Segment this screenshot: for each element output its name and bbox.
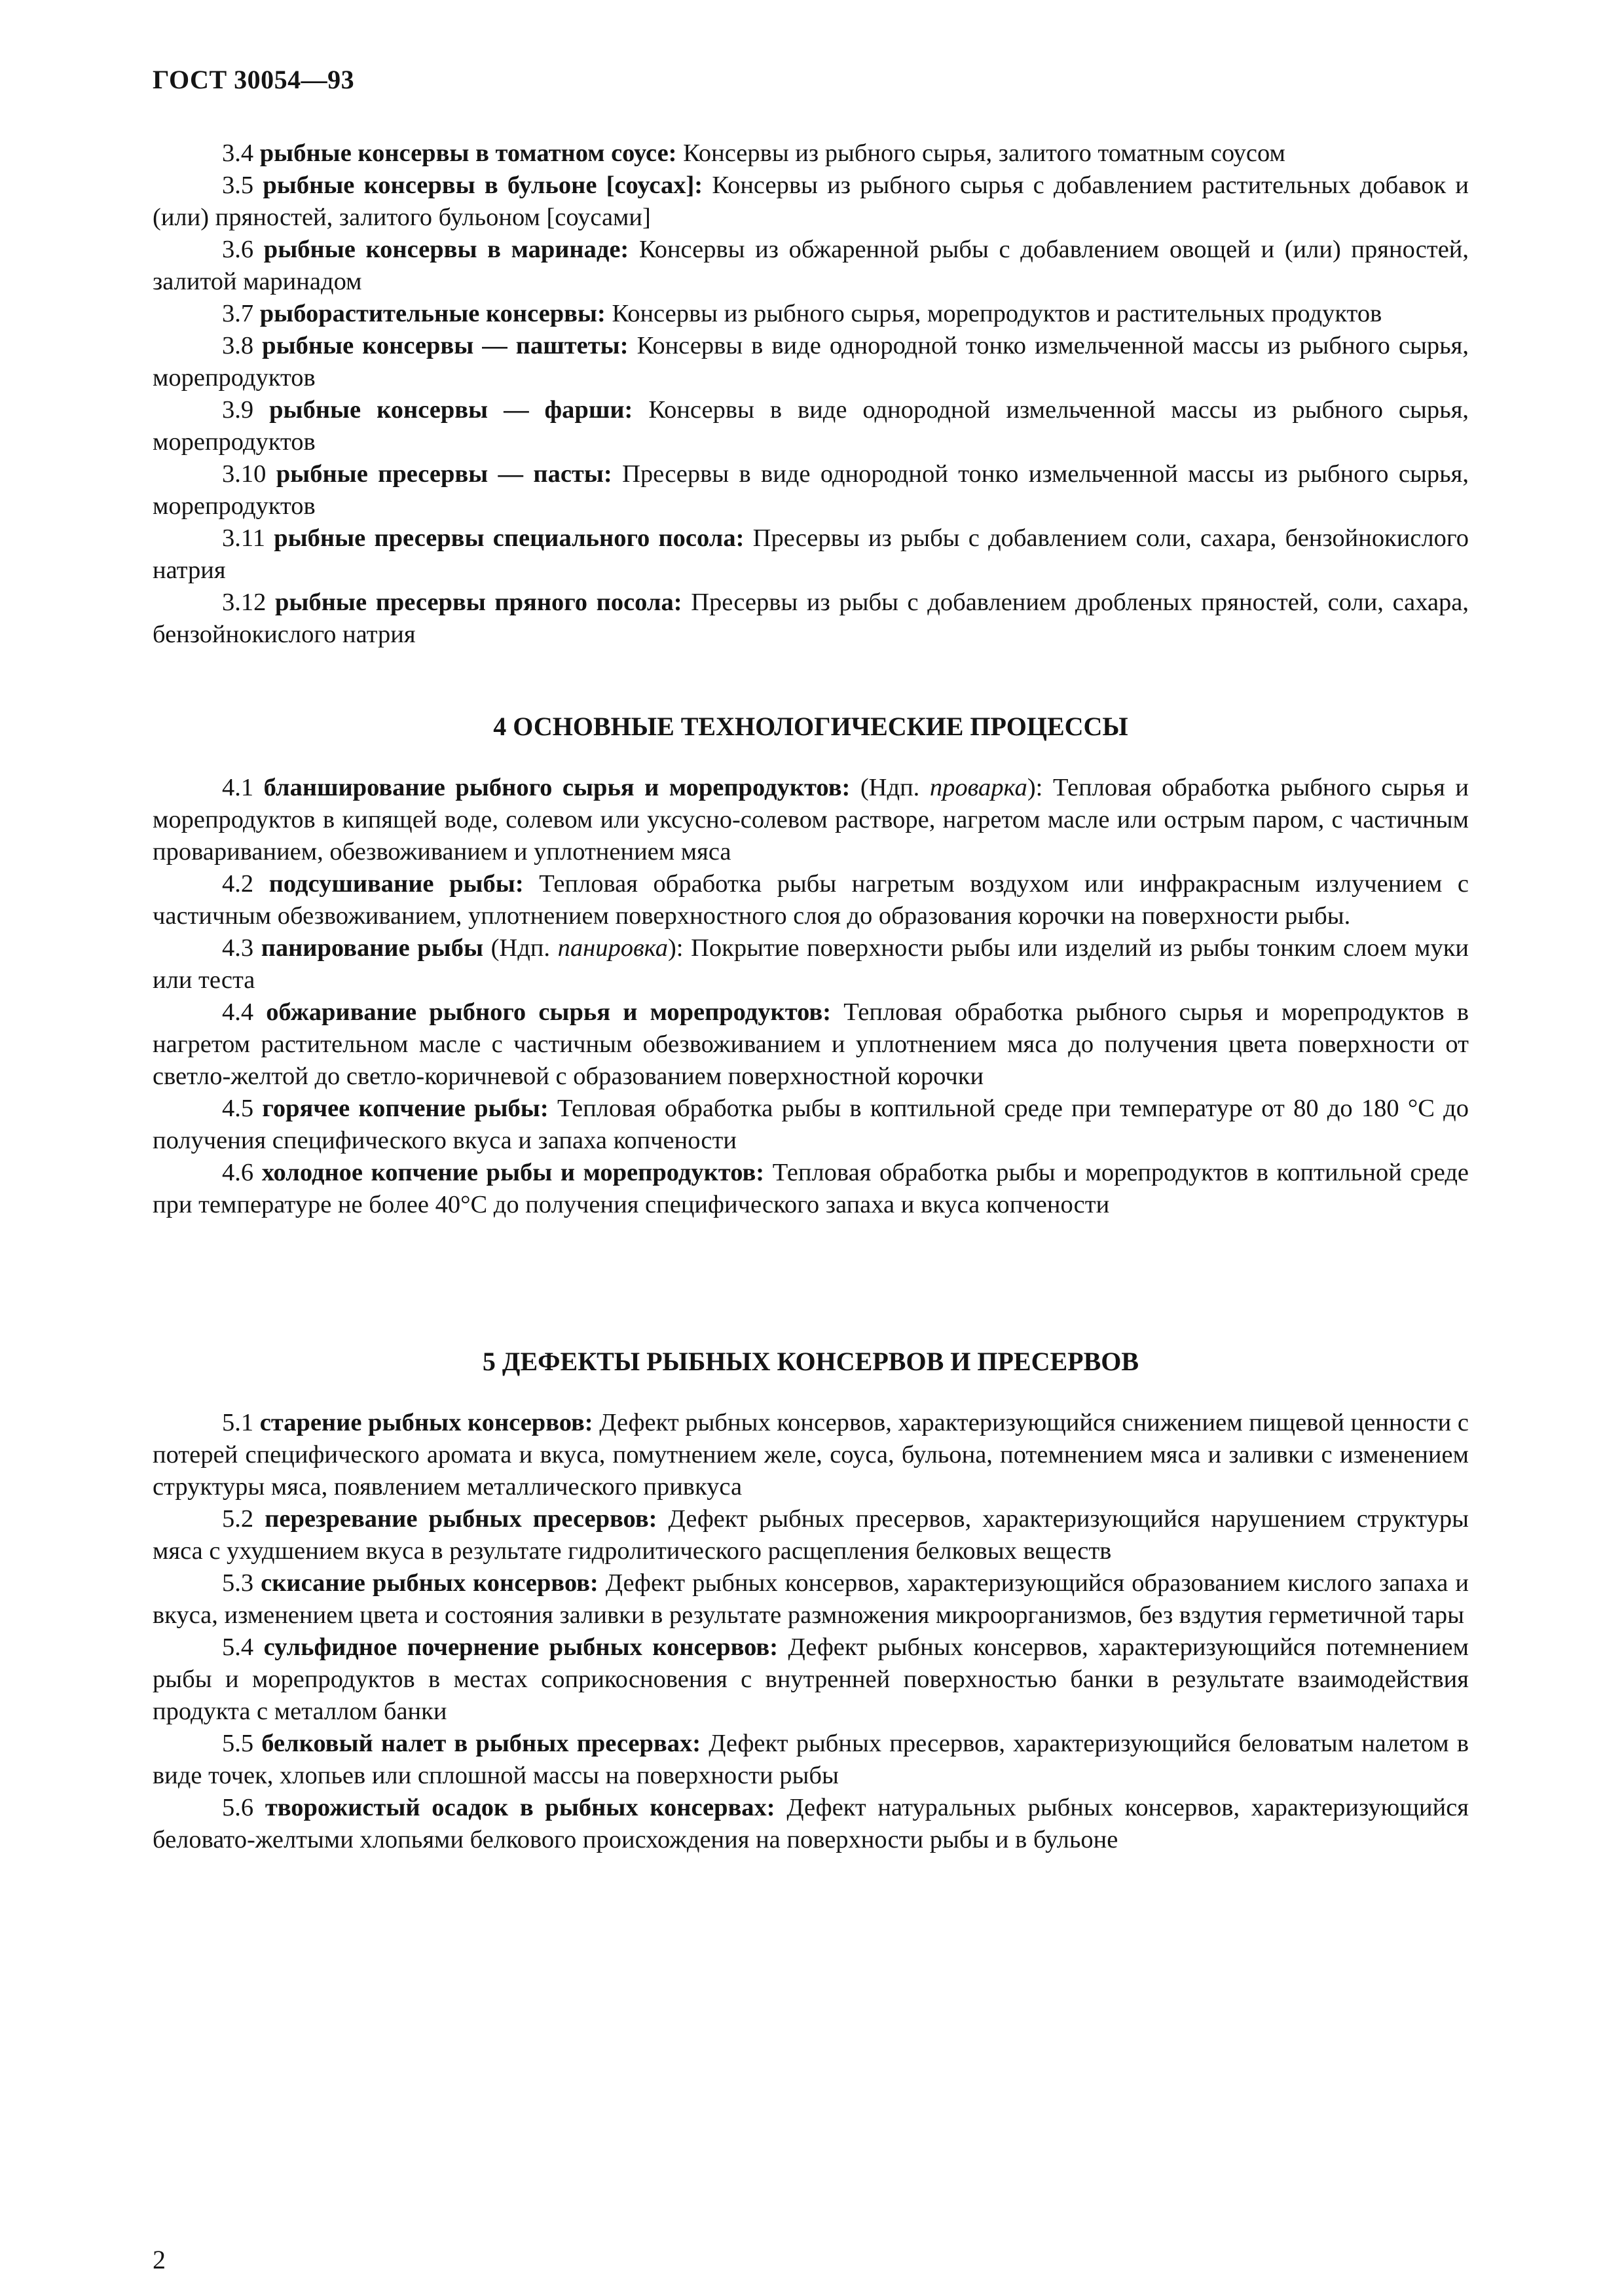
- definition-4-3: 4.3 панирование рыбы (Ндп. панировка): Покрытие поверхности рыбы или изделий из рыбы тонким слоем муки или теста: [153, 934, 1469, 994]
- definition-5-2: 5.2 перезревание рыбных пресервов: Дефект рыбных пресервов, характеризующийся нарушением структуры мяса с ухудшением вкуса в результате гидролитического расщепления белковых веществ: [153, 1505, 1469, 1565]
- definition-3-9: 3.9 рыбные консервы — фарши: Консервы в виде однородной измельченной массы из рыбного сырья, морепродуктов: [153, 396, 1469, 456]
- term: подсушивание рыбы:: [268, 870, 524, 898]
- definition-5-3: 5.3 скисание рыбных консервов: Дефект рыбных консервов, характеризующийся образованием кислого запаха и вкуса, изменением цвета и состояния заливки в результате размножения микроорганизмов, без вздутия герметичной тары: [153, 1569, 1469, 1629]
- definition-5-6: 5.6 творожистый осадок в рыбных консервах: Дефект натуральных рыбных консервов, характеризующийся беловато-желтыми хлопьями белкового происхождения на поверхности рыбы и в бульоне: [153, 1794, 1469, 1853]
- definition-5-5: 5.5 белковый налет в рыбных пресервах: Дефект рыбных пресервов, характеризующийся беловатым налетом в виде точек, хлопьев или сплошной массы на поверхности рыбы: [153, 1730, 1469, 1789]
- page-number: 2: [153, 2245, 166, 2274]
- section-3-definitions: [153, 137, 1469, 651]
- term: рыбные консервы в маринаде:: [263, 236, 629, 263]
- term: рыбные консервы в томатном соусе:: [259, 139, 677, 167]
- term: бланширование рыбного сырья и морепродуктов:: [263, 774, 851, 801]
- term: обжаривание рыбного сырья и морепродуктов:: [266, 998, 832, 1026]
- term: рыборастительные консервы:: [259, 300, 606, 327]
- document-header: ГОСТ 30054—93: [153, 65, 355, 94]
- definition-3-12: 3.12 рыбные пресервы пряного посола: Пресервы из рыбы с добавлением дробленых пряностей, соли, сахара, бензойнокислого натрия: [153, 589, 1469, 648]
- definition-3-4: 3.4 рыбные консервы в томатном соусе: Консервы из рыбного сырья, залитого томатным соусом: [222, 139, 1285, 167]
- term: творожистый осадок в рыбных консервах:: [265, 1794, 775, 1821]
- definition-5-4: 5.4 сульфидное почернение рыбных консервов: Дефект рыбных консервов, характеризующийся потемнением рыбы и морепродуктов в местах соприкосновения с внутренней поверхностью банки в результате взаимодействия продукта с металлом банки: [153, 1633, 1469, 1725]
- definition-3-5: 3.5 рыбные консервы в бульоне [соусах]: Консервы из рыбного сырья с добавлением растительных добавок и (или) пряностей, залитого бульоном [соусами]: [153, 172, 1469, 231]
- term: рыбные пресервы специального посола:: [274, 524, 745, 552]
- term: сульфидное почернение рыбных консервов:: [263, 1633, 779, 1661]
- definition-5-1: 5.1 старение рыбных консервов: Дефект рыбных консервов, характеризующийся снижением пищевой ценности с потерей специфического аромата и вкуса, помутнением желе, соуса, бульона, потемнением мяса и заливки с изменением структуры мяса, появлением металлического привкуса: [153, 1409, 1469, 1501]
- section-4: [153, 710, 1469, 1221]
- term: рыбные пресервы — пасты:: [276, 460, 612, 488]
- definition-4-4: 4.4 обжаривание рыбного сырья и морепродуктов: Тепловая обработка рыбного сырья и морепродуктов в нагретом растительном масле с частичным обезвоживанием и уплотнением мяса до получения цвета поверхности от светло-желтой до светло-коричневой с образованием поверхностной корочки: [153, 998, 1469, 1090]
- definition-4-1: 4.1 бланширование рыбного сырья и морепродуктов: (Ндп. проварка): Тепловая обработка рыбного сырья и морепродуктов в кипящей воде, солевом или уксусно-солевом растворе, нагретом масле или острым паром, с частичным провариванием, обезвоживанием и уплотнением мяса: [153, 774, 1469, 866]
- definition-3-8: 3.8 рыбные консервы — паштеты: Консервы в виде однородной тонко измельченной массы из рыбного сырья, морепродуктов: [153, 332, 1469, 392]
- term: рыбные консервы — фарши:: [269, 396, 633, 424]
- term: рыбные консервы — паштеты:: [262, 332, 629, 359]
- term: белковый налет в рыбных пресервах:: [261, 1730, 701, 1757]
- term: панирование рыбы: [261, 934, 484, 962]
- term: холодное копчение рыбы и морепродуктов:: [261, 1159, 765, 1186]
- definition-3-7: 3.7 рыборастительные консервы: Консервы из рыбного сырья, морепродуктов и растительных продуктов: [222, 300, 1382, 327]
- term: рыбные пресервы пряного посола:: [275, 589, 682, 616]
- term: рыбные консервы в бульоне [соусах]:: [263, 172, 703, 199]
- term: старение рыбных консервов:: [259, 1409, 593, 1436]
- definition-3-11: 3.11 рыбные пресервы специального посола: Пресервы из рыбы с добавлением соли, сахара, бензойнокислого натрия: [153, 524, 1469, 584]
- definition-3-10: 3.10 рыбные пресервы — пасты: Пресервы в виде однородной тонко измельченной массы из рыбного сырья, морепродуктов: [153, 460, 1469, 520]
- definition-4-6: 4.6 холодное копчение рыбы и морепродуктов: Тепловая обработка рыбы и морепродуктов в коптильной среде при температуре не более 40°С до получения специфического запаха и вкуса копчености: [153, 1159, 1469, 1218]
- definition-4-2: 4.2 подсушивание рыбы: Тепловая обработка рыбы нагретым воздухом или инфракрасным излучением с частичным обезвоживанием, уплотнением поверхностного слоя до образования корочки на поверхности рыбы.: [153, 870, 1469, 930]
- section-title: 4 ОСНОВНЫЕ ТЕХНОЛОГИЧЕСКИЕ ПРОЦЕССЫ: [493, 712, 1128, 741]
- section-title: 5 ДЕФЕКТЫ РЫБНЫХ КОНСЕРВОВ И ПРЕСЕРВОВ: [482, 1347, 1139, 1376]
- term: перезревание рыбных пресервов:: [265, 1505, 657, 1533]
- deprecated-term: панировка: [557, 934, 668, 962]
- term: горячее копчение рыбы:: [262, 1095, 549, 1122]
- definition-4-5: 4.5 горячее копчение рыбы: Тепловая обработка рыбы в коптильной среде при температуре от 80 до 180 °С до получения специфического вкуса и запаха копчености: [153, 1095, 1469, 1154]
- term: скисание рыбных консервов:: [261, 1569, 599, 1597]
- definition-3-6: 3.6 рыбные консервы в маринаде: Консервы из обжаренной рыбы с добавлением овощей и (или) пряностей, залитой маринадом: [153, 236, 1469, 295]
- section-5: [153, 1345, 1469, 1856]
- deprecated-term: проварка: [929, 774, 1027, 801]
